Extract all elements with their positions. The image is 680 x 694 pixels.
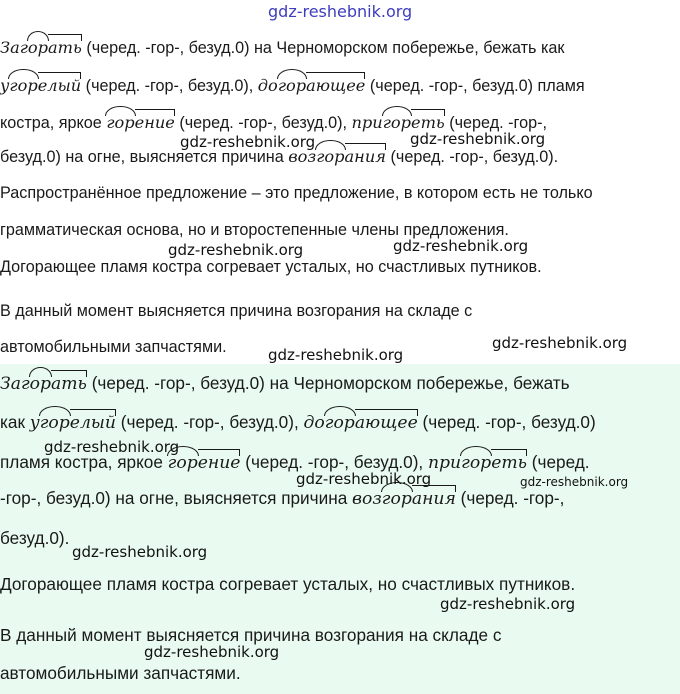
word-vozgoraniya: возгорания [352, 489, 456, 509]
watermark: gdz-reshebnik.org [440, 595, 576, 613]
answer-block-2 [0, 364, 680, 694]
watermark: gdz-reshebnik.org [410, 130, 546, 148]
word-prigoret: пригореть [351, 113, 445, 132]
b2-line-4: -гор-, безуд.0) на огне, выясняется причина возгорания (черед. -гор-, [0, 488, 565, 509]
word-vozgoraniya: возгорания [288, 147, 386, 166]
b1-line-6: грамматическая основа, но и второстепенные члены предложения. [0, 221, 509, 239]
b1-line-3: костра, яркое горение (черед. -гор-, безуд.0), пригореть (черед. -гор-, [0, 113, 547, 132]
b1-line-4: безуд.0) на огне, выясняется причина возгорания (черед. -гор-, безуд.0). [0, 147, 559, 166]
b1-line-5: Распространённое предложение – это предложение, в котором есть не только [0, 184, 593, 202]
word-dogorayushee: догорающее [257, 76, 366, 95]
b2-line-3: пламя костра, яркое горение (черед. -гор-, безуд.0), пригореть (черед. [0, 452, 590, 473]
watermark: gdz-reshebnik.org [296, 470, 432, 488]
b2-line-7: В данный момент выясняется причина возгорания на складе с [0, 625, 502, 645]
b2-line-2: как угорелый (черед. -гор-, безуд.0), догорающее (черед. -гор-, безуд.0) [0, 412, 596, 433]
b2-line-5: безуд.0). [0, 528, 70, 548]
watermark: gdz-reshebnik.org [180, 133, 316, 151]
b1-line-2: угорелый (черед. -гор-, безуд.0), догорающее (черед. -гор-, безуд.0) пламя [0, 76, 585, 95]
word-prigoret: пригореть [427, 453, 528, 473]
watermark: gdz-reshebnik.org [168, 241, 304, 259]
watermark: gdz-reshebnik.org [144, 643, 280, 661]
b2-line-8: автомобильными запчастями. [0, 663, 241, 683]
b1-line-7: Догорающее пламя костра согревает усталых, но счастливых путников. [0, 258, 542, 276]
word-dogorayushee: догорающее [303, 413, 418, 433]
watermark: gdz-reshebnik.org [492, 334, 628, 352]
word-zagorat: Загорать [0, 374, 87, 394]
watermark: gdz-reshebnik.org [72, 543, 208, 561]
word-ugorelyi: угорелый [0, 76, 82, 95]
b1-line-9: автомобильными запчастями. [0, 338, 227, 356]
watermark: gdz-reshebnik.org [268, 346, 404, 364]
word-ugorelyi: угорелый [29, 413, 116, 433]
b2-line-1: Загорать (черед. -гор-, безуд.0) на Черноморском побережье, бежать [0, 373, 570, 394]
b2-line-6: Догорающее пламя костра согревает усталых, но счастливых путников. [0, 574, 576, 594]
b1-line-8: В данный момент выясняется причина возгорания на складе с [0, 302, 473, 320]
watermark-top: gdz-reshebnik.org [268, 2, 413, 21]
watermark: gdz-reshebnik.org [44, 438, 180, 456]
watermark: gdz-reshebnik.org [393, 237, 529, 255]
watermark: gdz-reshebnik.org [520, 475, 629, 489]
word-gorenie: горение [167, 453, 241, 473]
b1-line-1: Загорать (черед. -гор-, безуд.0) на Черноморском побережье, бежать как [0, 38, 565, 57]
word-gorenie: горение [106, 113, 175, 132]
word-zagorat: Загорать [0, 38, 82, 57]
